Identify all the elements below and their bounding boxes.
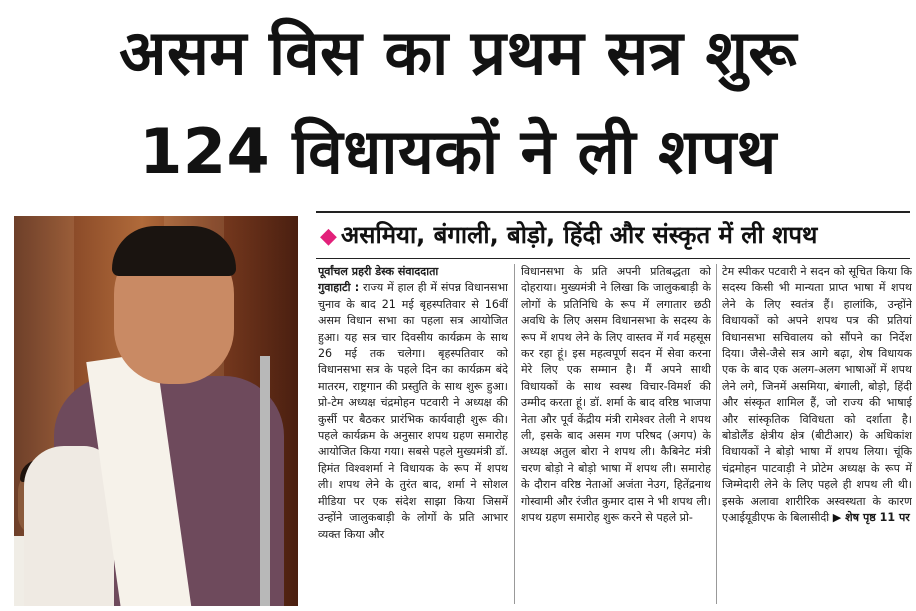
headline-line-1: असम विस का प्रथम सत्र शुरू: [119, 16, 797, 89]
subheadline-text: असमिया, बंगाली, बोड़ो, हिंदी और संस्कृत में ली शपथ: [340, 221, 818, 249]
divider-top: [316, 211, 910, 213]
divider-sub: [316, 258, 910, 259]
news-photo: [14, 216, 298, 606]
subheadline: [320, 218, 817, 251]
dateline: गुवाहाटी :: [318, 281, 360, 295]
continued-jump[interactable]: [833, 511, 910, 524]
jump-text: शेष पृष्ठ 11 पर: [845, 511, 910, 525]
byline: पूर्वांचल प्रहरी डेस्क संवाददाता: [318, 265, 439, 278]
article-column-1: [318, 264, 508, 604]
column-2-text: विधानसभा के प्रति अपनी प्रतिबद्धता को दोहराया। मुख्यमंत्री ने लिखा कि जालुकबाड़ी के लोगों के प्रतिनिधि के रूप में लगातार छठी अवधि के लिए असम विधानसभा के सदस्य के रूप में शपथ लेने के लिए वास्तव में गर्व महसूस कर रहा हूं। इस महत्वपूर्ण सदन में सेवा करना मेरे लिए एक सम्मान है। मैं अपने साथी विधायकों के साथ स्वस्थ विचार-विमर्श की उम्मीद करता हूं। डॉ. शर्मा के बाद वरिष्ठ भाजपा नेता और पूर्व केंद्रीय मंत्री रामेश्वर तेली ने शपथ ली, इसके बाद असम गण परिषद (अगप) के अध्यक्ष अतुल बोरा ने शपथ ली। कैबिनेट मंत्री चरण बोड़ो ने बोड़ो भाषा में शपथ ली। समारोह के दौरान वरिष्ठ नेताओं अजंता नेउग, हितेंद्रनाथ गोस्वामी और रंजीत कुमार दास ने भी शपथ ली। शपथ ग्रहण समारोह शुरू करने से पहले प्रो-: [521, 265, 711, 525]
headline-line-2: 124 विधायकों ने ली शपथ: [139, 115, 777, 188]
column-1-text: राज्य में हाल ही में संपन्न विधानसभा चुनाव के बाद 21 मई बृहस्पतिवार से 16वीं असम विधान सभा का पहला सत्र आयोजित हुआ। यह सत्र चार दिवसीय कार्यक्रम के साथ 26 मई तक चलेगा। बृहस्पतिवार को विधानसभा सत्र के पहले दिन का कार्यक्रम बंदे मातरम, राष्ट्रगान की प्रस्तुति के साथ शुरू हुआ। प्रो-टेम अध्यक्ष चंद्रमोहन पटवारी ने अध्यक्ष की कुर्सी पर बैठकर प्रारंभिक कार्यवाही शुरू की। पहले कार्यक्रम के अनुसार शपथ ग्रहण समारोह आयोजित किया गया। सबसे पहले मुख्यमंत्री डॉ. हिमंत विश्वशर्मा ने विधायक के रूप में शपथ ली। शपथ लेने के तुरंत बाद, शर्मा ने सोशल मीडिया पर एक संदेश साझा किया जिसमें उन्होंने जालुकबाड़ी के लोगों के प्रति आभार व्यक्त किया और: [318, 281, 508, 541]
column-3-text: टेम स्पीकर पटवारी ने सदन को सूचित किया कि सदस्य किसी भी मान्यता प्राप्त भाषा में शपथ लेने के लिए स्वतंत्र हैं। हालांकि, उन्होंने विधायकों को अपने शपथ पत्र की प्रतियां विधानसभा सचिवालय को सौंपने का निर्देश दिया। जैसे-जैसे सत्र आगे बढ़ा, शेष विधायक एक के बाद एक अलग-अलग भाषाओं में शपथ लेने लगे, जिनमें असमिया, बंगाली, बोड़ो, हिंदी और संस्कृत शामिल हैं, जो राज्य की भाषाई और सांस्कृतिक विविधता को दर्शाता है। बोडोलैंड क्षेत्रीय क्षेत्र (बीटीआर) के अधिकांश विधायकों ने बोड़ो भाषा में शपथ लिया। चूंकि चंद्रमोहन पाटवाड़ी ने प्रोटेम अध्यक्ष के रूप में जिम्मेदारी लेने के लिए पहले ही शपथ ली थी। इसके अलावा शारीरिक अस्वस्थता के कारण एआईयूडीएफ के बिलासीदी: [722, 265, 912, 525]
diamond-bullet-icon: ◆: [320, 224, 337, 249]
article-column-3: [722, 264, 912, 604]
article-column-2: [521, 264, 711, 604]
arrow-right-icon: ▶: [832, 511, 842, 525]
column-divider: [514, 264, 515, 604]
column-divider: [716, 264, 717, 604]
